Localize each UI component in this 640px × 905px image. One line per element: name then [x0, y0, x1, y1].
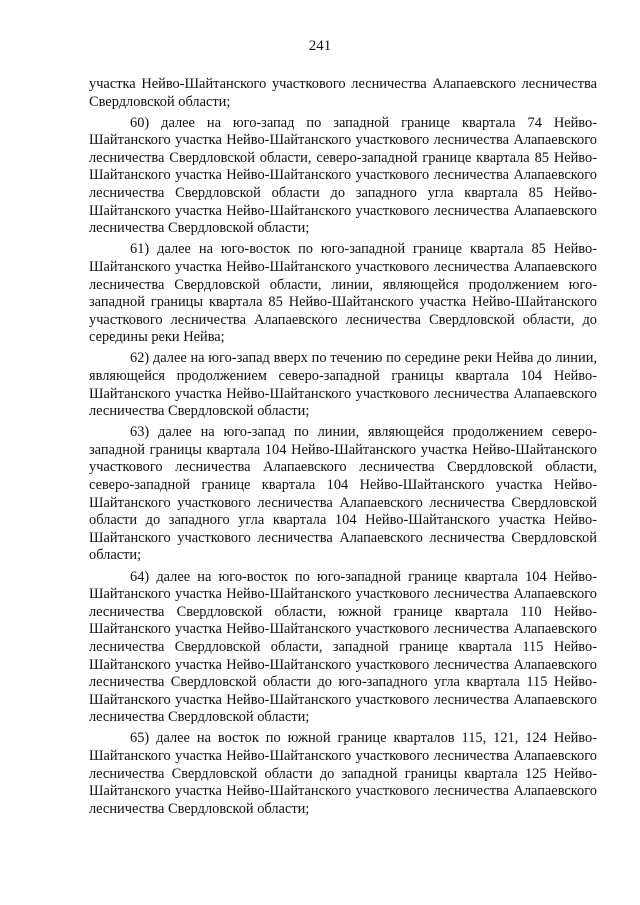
paragraph-64: 64) далее на юго-восток по юго-западной границе квартала 104 Нейво-Шайтанского участка Нейво-Шайтанского участкового лесничества Алапаевского лесничества Свердловской области, южной границе квартала 110 Нейво-Шайтанского участка Нейво-Шайтанского участкового лесничества Алапаевского лесничества Свердловской области, западной границе квартала 115 Нейво-Шайтанского участка Нейво-Шайтанского участкового лесничества Алапаевского лесничества Свердловской области до юго-западного угла квартала 115 Нейво-Шайтанского участка Нейво-Шайтанского участкового лесничества Алапаевского лесничества Свердловской области; [89, 568, 597, 726]
paragraph-60: 60) далее на юго-запад по западной границе квартала 74 Нейво-Шайтанского участка Нейво-Шайтанского участкового лесничества Алапаевского лесничества Свердловской области, северо-западной границе квартала 85 Нейво-Шайтанского участка Нейво-Шайтанского участкового лесничества Алапаевского лесничества Свердловской области до западного угла квартала 85 Нейво-Шайтанского участка Нейво-Шайтанского участкового лесничества Алапаевского лесничества Свердловской области; [89, 114, 597, 237]
paragraph-62: 62) далее на юго-запад вверх по течению по середине реки Нейва до линии, являющейся продолжением северо-западной границы квартала 104 Нейво-Шайтанского участка Нейво-Шайтанского участкового лесничества Алапаевского лесничества Свердловской области; [89, 350, 597, 420]
paragraph-63: 63) далее на юго-запад по линии, являющейся продолжением северо-западной границы квартала 104 Нейво-Шайтанского участка Нейво-Шайтанского участкового лесничества Алапаевского лесничества Свердловской области, северо-западной границе квартала 104 Нейво-Шайтанского участка Нейво-Шайтанского участкового лесничества Алапаевского лесничества Свердловской области до западного угла квартала 104 Нейво-Шайтанского участка Нейво-Шайтанского участкового лесничества Алапаевского лесничества Свердловской области; [89, 424, 597, 564]
document-body [89, 76, 597, 822]
paragraph-continuation: участка Нейво-Шайтанского участкового лесничества Алапаевского лесничества Свердловской области; [89, 76, 597, 110]
paragraph-65: 65) далее на восток по южной границе кварталов 115, 121, 124 Нейво-Шайтанского участка Нейво-Шайтанского участкового лесничества Алапаевского лесничества Свердловской области до западной границы квартала 125 Нейво-Шайтанского участка Нейво-Шайтанского участкового лесничества Алапаевского лесничества Свердловской области; [89, 730, 597, 817]
paragraph-61: 61) далее на юго-восток по юго-западной границе квартала 85 Нейво-Шайтанского участка Нейво-Шайтанского участкового лесничества Алапаевского лесничества Свердловской области, линии, являющейся продолжением юго-западной границы квартала 85 Нейво-Шайтанского участка Нейво-Шайтанского участкового лесничества Алапаевского лесничества Свердловской области, до середины реки Нейва; [89, 241, 597, 346]
page-number: 241 [308, 38, 332, 54]
